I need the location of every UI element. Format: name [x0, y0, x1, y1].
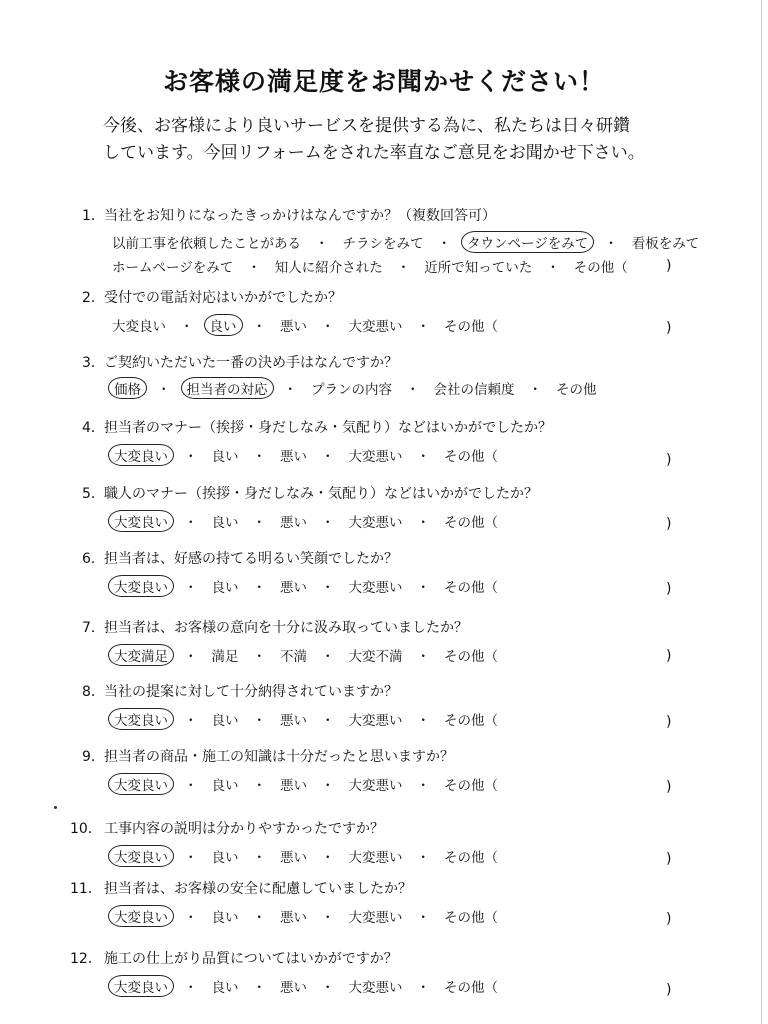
question-label: 当社をお知りになったきっかけはなんですか？（複数回答可）: [104, 208, 496, 224]
option-separator: ・: [321, 778, 335, 794]
question-text: [70, 948, 398, 968]
question-number: 5．: [82, 486, 105, 502]
paren-close: ): [666, 779, 672, 795]
option-separator: ・: [416, 713, 430, 729]
option-separator: ・: [416, 515, 430, 531]
question-label: 担当者のマナー（挨拶・身だしなみ・気配り）などはいかがでしたか？: [104, 420, 552, 436]
option-separator: ・: [416, 649, 430, 665]
option[interactable]: その他（: [444, 319, 498, 335]
option-separator: ・: [184, 449, 198, 465]
option-separator: ・: [321, 319, 335, 335]
paren-close: ): [666, 911, 672, 927]
paren-close: ): [666, 851, 672, 867]
option-circled[interactable]: タウンページをみて: [461, 231, 594, 253]
paren-close: ): [666, 648, 672, 664]
option-circled[interactable]: 大変良い: [108, 575, 174, 597]
page-title: お客様の満足度をお聞かせください！: [162, 67, 605, 96]
option-row: [108, 575, 502, 597]
option-circled[interactable]: 大変良い: [108, 905, 174, 927]
option[interactable]: 良い: [211, 980, 239, 996]
option-row: [108, 510, 502, 532]
option-separator: ・: [546, 260, 560, 276]
option-separator: ・: [184, 778, 198, 794]
option[interactable]: 悪い: [280, 980, 307, 996]
option[interactable]: その他: [556, 382, 597, 398]
option[interactable]: その他（: [444, 910, 498, 926]
option-separator: ・: [184, 649, 198, 665]
option[interactable]: 悪い: [280, 515, 307, 531]
option-circled[interactable]: 大変良い: [108, 444, 174, 466]
option[interactable]: 悪い: [280, 319, 307, 335]
option-separator: ・: [184, 713, 198, 729]
option-separator: ・: [416, 980, 430, 996]
scan-edge-line: [761, 0, 762, 1024]
question-label: 担当者は、お客様の意向を十分に汲み取っていましたか？: [104, 620, 468, 636]
option[interactable]: ホームページをみて: [112, 260, 234, 276]
paren-close: ): [666, 581, 672, 597]
option[interactable]: その他（: [444, 649, 498, 665]
option-row: [108, 773, 502, 795]
option-row: [108, 314, 502, 336]
question-number: 12．: [70, 951, 102, 967]
question-number: 3．: [82, 355, 105, 371]
question-number: 8．: [82, 684, 105, 700]
stray-mark: [54, 806, 57, 809]
option-separator: ・: [528, 382, 542, 398]
option-separator: ・: [252, 778, 266, 794]
option[interactable]: その他（: [444, 580, 498, 596]
option-separator: ・: [321, 980, 335, 996]
question-label: 担当者の商品・施工の知識は十分だったと思いますか？: [104, 749, 454, 765]
intro-line-2: しています。今回リフォームをされた率直なご意見をお聞かせ下さい。: [103, 143, 645, 163]
option[interactable]: 大変悪い: [348, 713, 403, 729]
option[interactable]: その他（: [444, 515, 498, 531]
option[interactable]: 大変悪い: [348, 515, 403, 531]
option-circled[interactable]: 大変良い: [108, 773, 174, 795]
option-separator: ・: [321, 850, 335, 866]
option[interactable]: 良い: [211, 910, 239, 926]
option-separator: ・: [416, 449, 430, 465]
option-separator: ・: [416, 910, 430, 926]
question-text: [82, 617, 468, 637]
option[interactable]: その他（: [444, 980, 498, 996]
option-row: [108, 255, 632, 277]
option-separator: ・: [252, 850, 266, 866]
question-label: 職人のマナー（挨拶・身だしなみ・気配り）などはいかがでしたか？: [104, 486, 538, 502]
option-separator: ・: [252, 580, 266, 596]
option[interactable]: 大変悪い: [348, 778, 403, 794]
question-text: [70, 878, 412, 898]
option[interactable]: 大変不満: [348, 649, 403, 665]
option[interactable]: 良い: [211, 850, 239, 866]
question-label: 施工の仕上がり品質についてはいかがですか？: [104, 951, 398, 967]
paren-close: ): [666, 258, 672, 274]
question-number: 2．: [82, 290, 105, 306]
question-text: [82, 417, 552, 437]
option[interactable]: 知人に紹介された: [274, 260, 383, 276]
option[interactable]: 以前工事を依頼したことがある: [112, 236, 301, 252]
option[interactable]: 大変悪い: [348, 449, 403, 465]
option-separator: ・: [321, 649, 335, 665]
option[interactable]: 大変悪い: [348, 850, 403, 866]
option-circled[interactable]: 大変良い: [108, 845, 174, 867]
question-number: 11．: [70, 881, 102, 897]
question-text: [82, 681, 398, 701]
option-separator: ・: [247, 260, 261, 276]
option-separator: ・: [157, 382, 171, 398]
option[interactable]: 悪い: [280, 449, 307, 465]
option-row: [108, 644, 502, 666]
question-label: 受付での電話対応はいかがでしたか？: [104, 290, 342, 306]
option-separator: ・: [184, 580, 198, 596]
question-number: 1．: [82, 208, 105, 224]
option-separator: ・: [604, 236, 618, 252]
option-separator: ・: [321, 910, 335, 926]
option[interactable]: 悪い: [280, 910, 307, 926]
option-circled[interactable]: 良い: [204, 314, 243, 336]
question-text: [70, 818, 384, 838]
option[interactable]: その他（: [444, 850, 498, 866]
option-row: [108, 905, 502, 927]
option[interactable]: その他（: [573, 260, 628, 276]
option-row: [108, 377, 601, 399]
option-separator: ・: [321, 449, 335, 465]
option-separator: ・: [283, 382, 297, 398]
option-circled[interactable]: 価格: [108, 377, 147, 399]
option-separator: ・: [437, 236, 451, 252]
question-label: 担当者は、好感の持てる明るい笑顔でしたか？: [104, 551, 398, 567]
option-row: [108, 975, 502, 997]
question-text: [82, 287, 342, 307]
question-number: 9．: [82, 749, 105, 765]
option[interactable]: 近所で知っていた: [424, 260, 533, 276]
option-separator: ・: [184, 980, 198, 996]
option-separator: ・: [252, 515, 266, 531]
option[interactable]: 悪い: [280, 850, 307, 866]
question-label: 担当者は、お客様の安全に配慮していましたか？: [104, 881, 412, 897]
option[interactable]: 大変良い: [112, 319, 166, 335]
option-row: [108, 231, 703, 253]
option-separator: ・: [396, 260, 411, 276]
option[interactable]: その他（: [444, 713, 498, 729]
option[interactable]: 大変悪い: [348, 980, 403, 996]
question-text: [82, 746, 454, 766]
option[interactable]: 良い: [211, 515, 239, 531]
option-circled[interactable]: 大変満足: [108, 644, 174, 666]
option-separator: ・: [416, 580, 430, 596]
option-separator: ・: [252, 449, 266, 465]
option-separator: ・: [252, 980, 266, 996]
option[interactable]: 会社の信頼度: [433, 382, 515, 398]
option[interactable]: 大変悪い: [348, 910, 403, 926]
intro-text: [103, 113, 645, 167]
option-separator: ・: [184, 515, 198, 531]
option-separator: ・: [180, 319, 194, 335]
intro-line-1: 今後、お客様により良いサービスを提供する為に、私たちは日々研鑽: [103, 116, 630, 136]
question-number: 7．: [82, 620, 105, 636]
paren-close: ): [666, 982, 672, 998]
option[interactable]: 悪い: [280, 713, 307, 729]
option-separator: ・: [252, 649, 266, 665]
option-circled[interactable]: 担当者の対応: [181, 377, 274, 399]
question-label: ご契約いただいた一番の決め手はなんですか？: [104, 355, 398, 371]
option-separator: ・: [315, 236, 329, 252]
option-separator: ・: [252, 910, 266, 926]
paren-close: ): [666, 516, 672, 532]
option-separator: ・: [321, 713, 335, 729]
option[interactable]: 良い: [211, 449, 239, 465]
paren-close: ): [666, 714, 672, 730]
option[interactable]: 良い: [211, 778, 239, 794]
question-text: [82, 352, 398, 372]
option[interactable]: 看板をみて: [631, 236, 700, 252]
option[interactable]: その他（: [444, 449, 498, 465]
option-separator: ・: [252, 713, 266, 729]
question-number: 4．: [82, 420, 105, 436]
option-separator: ・: [416, 778, 430, 794]
option-separator: ・: [416, 319, 430, 335]
option[interactable]: 不満: [280, 649, 307, 665]
paren-close: ): [666, 452, 672, 468]
option-separator: ・: [416, 850, 430, 866]
question-number: 10．: [70, 821, 102, 837]
option-separator: ・: [184, 910, 198, 926]
option[interactable]: 大変悪い: [348, 319, 403, 335]
question-text: [82, 548, 398, 568]
option-circled[interactable]: 大変良い: [108, 975, 174, 997]
option[interactable]: プランの内容: [311, 382, 392, 398]
option-circled[interactable]: 大変良い: [108, 510, 174, 532]
option[interactable]: 良い: [211, 713, 239, 729]
option-separator: ・: [321, 580, 335, 596]
option-row: [108, 444, 502, 466]
option[interactable]: チラシをみて: [342, 236, 424, 252]
option[interactable]: 悪い: [280, 580, 307, 596]
question-number: 6．: [82, 551, 105, 567]
paren-close: ): [666, 320, 672, 336]
question-label: 当社の提案に対して十分納得されていますか？: [104, 684, 398, 700]
option-separator: ・: [406, 382, 420, 398]
option-circled[interactable]: 大変良い: [108, 708, 174, 730]
option[interactable]: その他（: [444, 778, 498, 794]
question-label: 工事内容の説明は分かりやすかったですか？: [104, 821, 384, 837]
option-separator: ・: [252, 319, 266, 335]
option[interactable]: 大変悪い: [348, 580, 403, 596]
option[interactable]: 悪い: [280, 778, 307, 794]
option-separator: ・: [321, 515, 335, 531]
option-separator: ・: [184, 850, 198, 866]
option-row: [108, 845, 502, 867]
option[interactable]: 良い: [211, 580, 239, 596]
option[interactable]: 満足: [211, 649, 239, 665]
option-row: [108, 708, 502, 730]
question-text: [82, 483, 538, 503]
question-text: [82, 205, 496, 225]
